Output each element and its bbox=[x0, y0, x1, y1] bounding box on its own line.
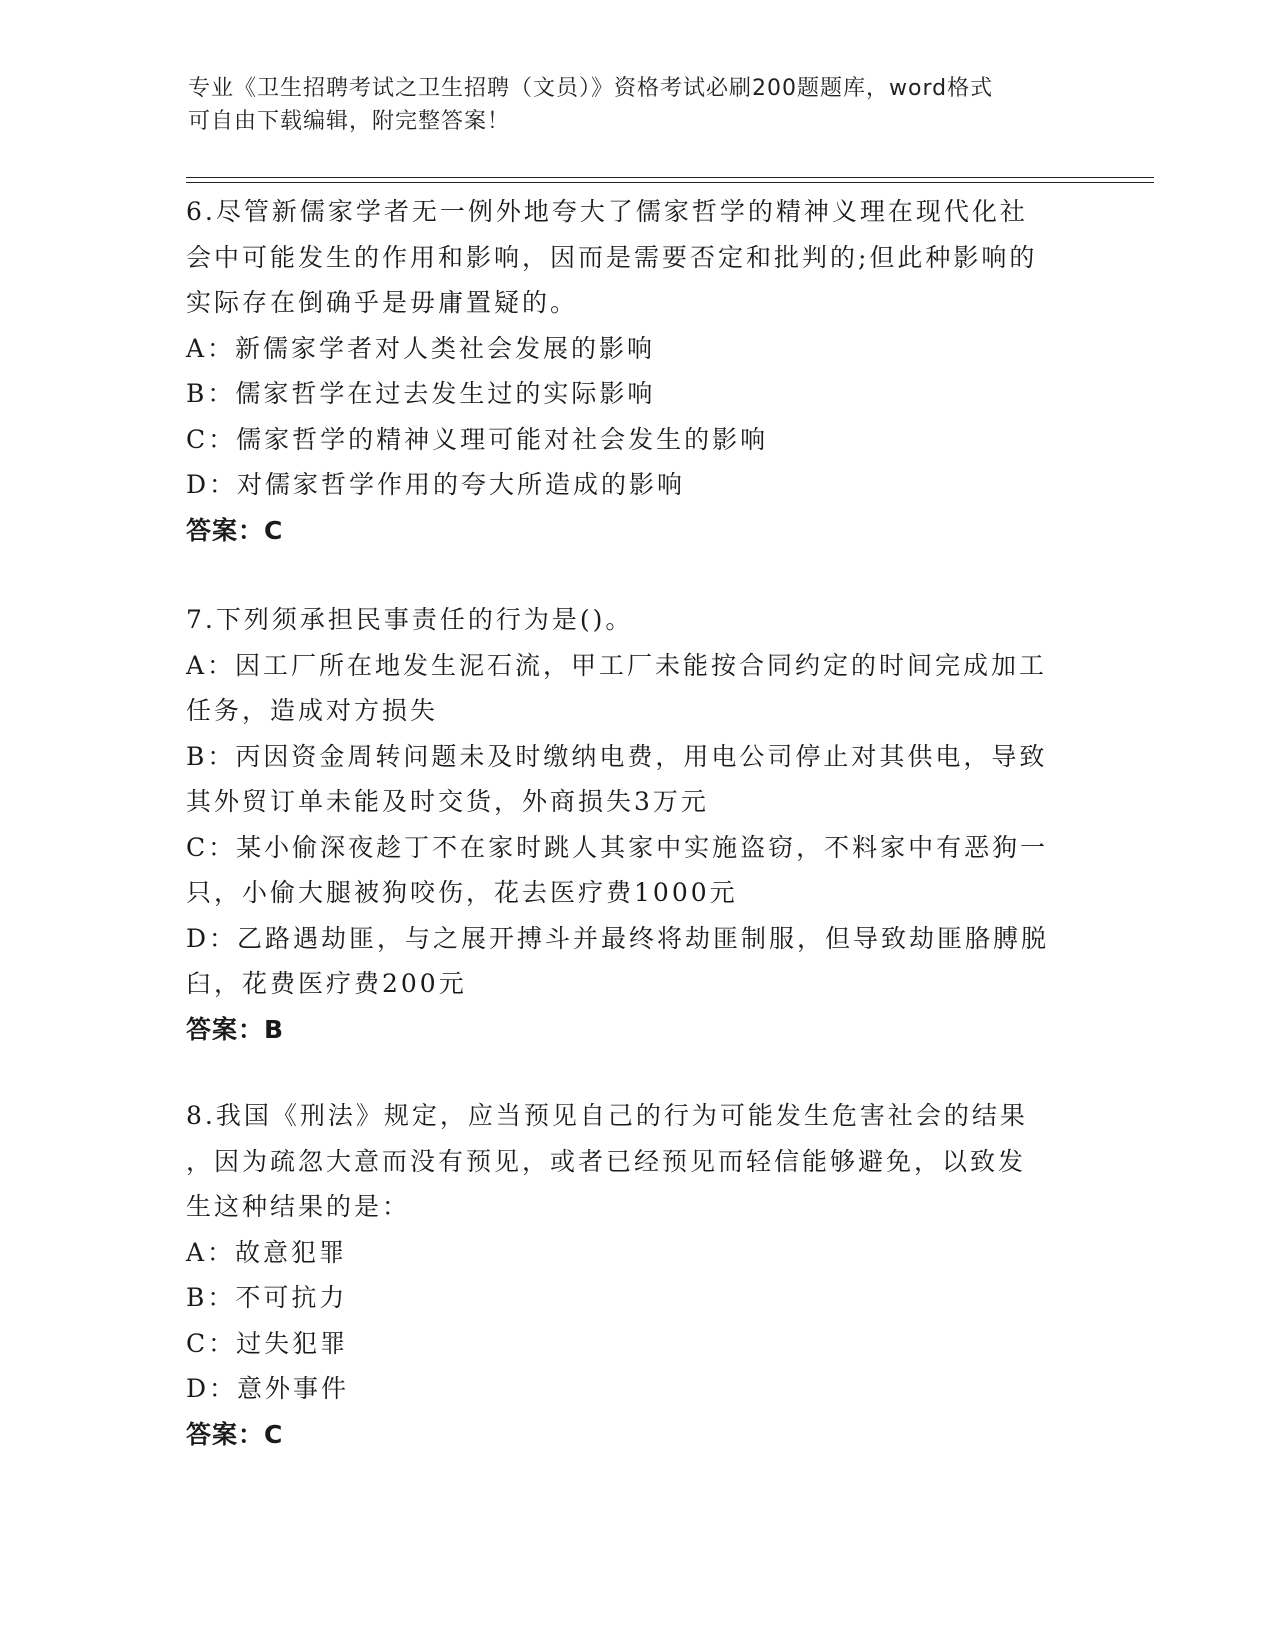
header-line-1: 专业《卫生招聘考试之卫生招聘（文员）》资格考试必刷200题题库，word格式 bbox=[188, 76, 994, 101]
option-d: D：对儒家哲学作用的夸大所造成的影响 bbox=[186, 470, 686, 499]
option-c: C：儒家哲学的精神义理可能对社会发生的影响 bbox=[186, 424, 769, 454]
option-b: B：丙因资金周转问题未及时缴纳电费，用电公司停止对其供电，导致 bbox=[186, 741, 1048, 771]
document-header bbox=[188, 72, 1068, 138]
option-c-continued: 只，小偷大腿被狗咬伤，花去医疗费1000元 bbox=[186, 878, 738, 907]
option-c: C：过失犯罪 bbox=[186, 1328, 349, 1358]
option-b: B：不可抗力 bbox=[186, 1283, 348, 1312]
question-stem-line: 6.尽管新儒家学者无一例外地夸大了儒家哲学的精神义理在现代化社 bbox=[186, 197, 1028, 226]
question-6 bbox=[186, 189, 1086, 553]
question-stem-line: 7.下列须承担民事责任的行为是()。 bbox=[186, 605, 634, 634]
question-7 bbox=[186, 597, 1086, 1052]
question-stem-line: ，因为疏忽大意而没有预见，或者已经预见而轻信能够避免，以致发 bbox=[186, 1146, 1027, 1176]
option-a-continued: 任务，造成对方损失 bbox=[186, 696, 439, 725]
question-stem-line: 实际存在倒确乎是毋庸置疑的。 bbox=[186, 288, 579, 317]
answer-line: 答案：B bbox=[186, 1014, 285, 1044]
answer-line: 答案：C bbox=[186, 515, 284, 545]
header-line-2: 可自由下载编辑，附完整答案！ bbox=[188, 109, 511, 134]
option-b-continued: 其外贸订单未能及时交货，外商损失3万元 bbox=[186, 787, 709, 816]
option-a: A：因工厂所在地发生泥石流，甲工厂未能按合同约定的时间完成加工 bbox=[186, 650, 1048, 680]
question-stem-line: 会中可能发生的作用和影响，因而是需要否定和批判的;但此种影响的 bbox=[186, 242, 1038, 272]
option-a: A：新儒家学者对人类社会发展的影响 bbox=[186, 333, 656, 363]
option-d: D：乙路遇劫匪，与之展开搏斗并最终将劫匪制服，但导致劫匪胳膊脱 bbox=[186, 923, 1050, 953]
question-stem-line: 生这种结果的是： bbox=[186, 1192, 411, 1221]
option-d: D：意外事件 bbox=[186, 1374, 350, 1403]
option-c: C：某小偷深夜趁丁不在家时跳人其家中实施盗窃，不料家中有恶狗一 bbox=[186, 832, 1049, 862]
option-b: B：儒家哲学在过去发生过的实际影响 bbox=[186, 379, 656, 408]
question-8 bbox=[186, 1093, 1086, 1457]
answer-line: 答案：C bbox=[186, 1419, 284, 1449]
header-divider-top bbox=[186, 177, 1154, 178]
option-d-continued: 臼，花费医疗费200元 bbox=[186, 969, 467, 998]
question-stem-line: 8.我国《刑法》规定，应当预见自己的行为可能发生危害社会的结果 bbox=[186, 1101, 1028, 1130]
header-divider-bottom bbox=[186, 182, 1154, 183]
option-a: A：故意犯罪 bbox=[186, 1237, 348, 1267]
